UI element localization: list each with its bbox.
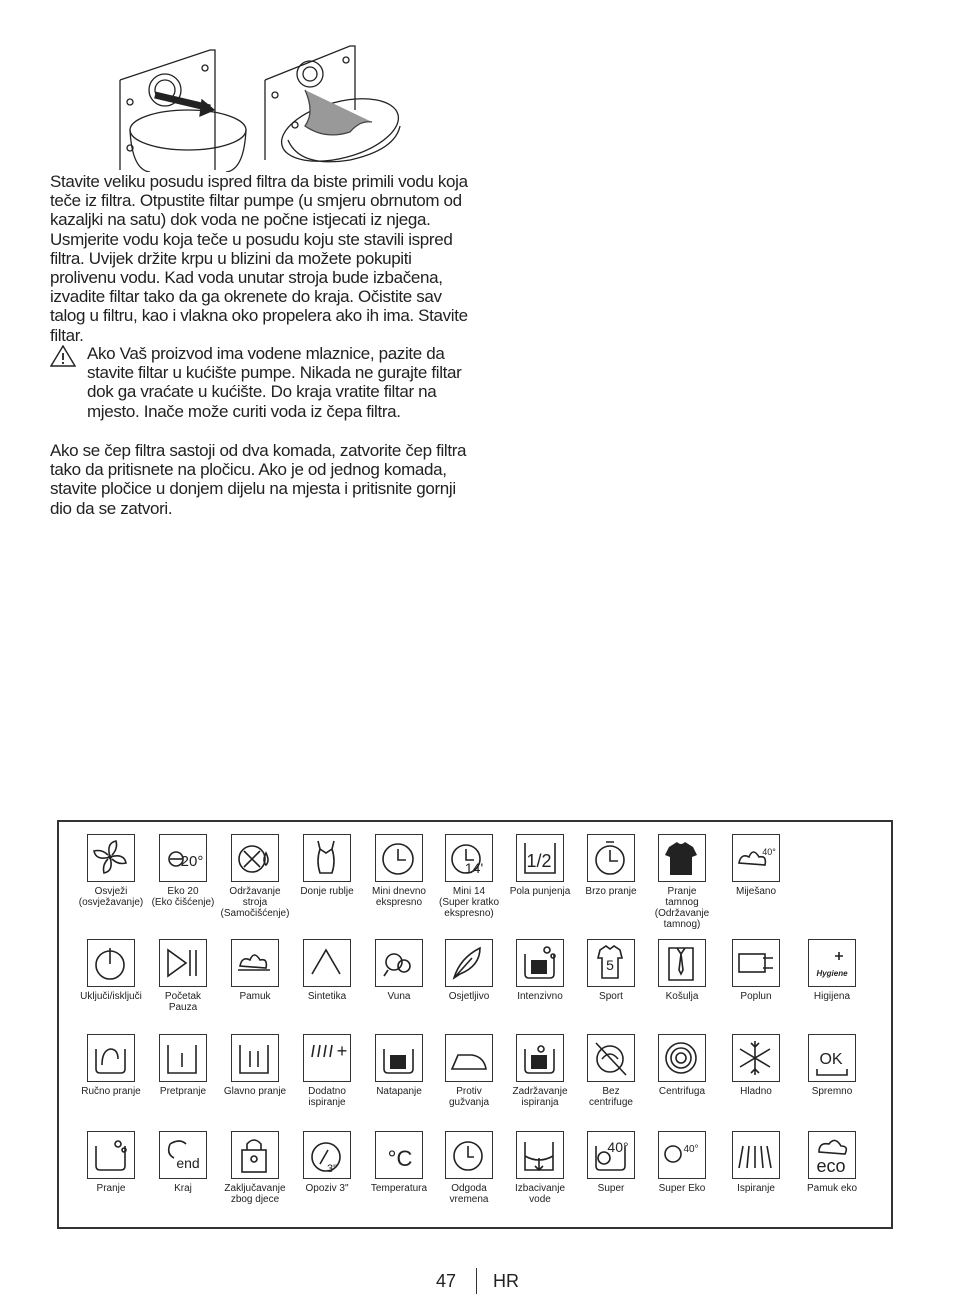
symbol-glyph: 40°	[607, 1139, 629, 1155]
symbol-item	[429, 939, 509, 1002]
page-footer	[0, 1268, 954, 1298]
symbol-item	[143, 939, 223, 1013]
cotton-eco-icon	[808, 1131, 856, 1179]
ok-icon	[808, 1034, 856, 1082]
symbol-label: Vuna	[387, 991, 411, 1002]
hygiene-icon	[808, 939, 856, 987]
rinse-icon	[732, 1131, 780, 1179]
symbol-label: Zadržavanje ispiranja	[512, 1086, 568, 1108]
symbol-label: Poplun	[740, 991, 772, 1002]
symbol-item	[287, 1034, 367, 1108]
language-code: HR	[493, 1271, 519, 1291]
symbol-label: Natapanje	[376, 1086, 422, 1097]
symbol-item	[429, 1131, 509, 1205]
symbol-label: Super Eko	[658, 1183, 706, 1194]
symbol-label: Kraj	[174, 1183, 192, 1194]
fan-icon	[87, 834, 135, 882]
symbol-label: Temperatura	[370, 1183, 428, 1194]
symbol-glyph: 3"	[326, 1163, 338, 1175]
symbol-glyph: 14'	[464, 860, 484, 876]
symbol-item	[359, 1131, 439, 1194]
symbol-item	[143, 1034, 223, 1097]
intensive-icon	[516, 939, 564, 987]
footer-divider	[476, 1268, 477, 1294]
symbol-item	[500, 939, 580, 1002]
mixed-40-icon	[732, 834, 780, 882]
symbol-label: Košulja	[665, 991, 699, 1002]
symbol-label: Opoziv 3"	[305, 1183, 349, 1194]
symbol-label: Ispiranje	[737, 1183, 775, 1194]
padlock-icon	[231, 1131, 279, 1179]
symbol-item	[287, 1131, 367, 1194]
symbol-label: Higijena	[813, 991, 851, 1002]
symbol-label: Sintetika	[307, 991, 347, 1002]
symbol-label: Pola punjenja	[509, 886, 571, 897]
symbol-item	[571, 834, 651, 897]
duvet-icon	[732, 939, 780, 987]
symbol-label: Bez centrifuge	[589, 1086, 633, 1108]
symbol-label: Mini dnevno ekspresno	[372, 886, 426, 908]
symbol-glyph: 20°	[180, 853, 204, 870]
symbol-label: Donje rublje	[300, 886, 354, 897]
play-pause-icon	[159, 939, 207, 987]
symbol-item	[500, 834, 580, 897]
symbol-item	[359, 1034, 439, 1097]
symbol-glyph: °C	[387, 1146, 413, 1171]
symbol-label: Ručno pranje	[81, 1086, 141, 1097]
symbol-label: Pretpranje	[159, 1086, 207, 1097]
end-icon	[159, 1131, 207, 1179]
symbol-label: Spremno	[811, 1086, 853, 1097]
symbol-label: Pamuk	[239, 991, 271, 1002]
power-icon	[87, 939, 135, 987]
symbol-label: Održavanje stroja (Samočišćenje)	[220, 886, 290, 919]
wash-icon	[87, 1131, 135, 1179]
symbol-glyph: 1/2	[526, 851, 552, 871]
symbol-label: Osjetljivo	[448, 991, 490, 1002]
symbol-item	[500, 1034, 580, 1108]
symbol-item	[71, 834, 151, 908]
symbol-label: Protiv gužvanja	[448, 1086, 490, 1108]
symbol-label: Odgoda vremena	[449, 1183, 489, 1205]
clock-icon	[375, 834, 423, 882]
symbol-label: Glavno pranje	[223, 1086, 287, 1097]
symbol-label: Izbacivanje vode	[514, 1183, 566, 1205]
symbol-label: Hladno	[740, 1086, 772, 1097]
drain-icon	[516, 1131, 564, 1179]
symbol-item	[716, 834, 796, 897]
symbol-label: Dodatno ispiranje	[308, 1086, 346, 1108]
rinse-hold-icon	[516, 1034, 564, 1082]
warning-icon	[50, 345, 76, 367]
symbol-label: Brzo pranje	[585, 886, 637, 897]
symbol-item	[571, 939, 651, 1002]
symbol-item	[215, 939, 295, 1002]
symbol-glyph: eco	[816, 1156, 846, 1176]
symbol-glyph: Hygiene	[816, 969, 848, 978]
symbol-item	[287, 834, 367, 897]
symbol-item	[71, 939, 151, 1002]
filter-cap-paragraph: Ako se čep filtra sastoji od dva komada, zatvorite čep filtra tako da pritisnete na pločicu. Ako je od jednog komada, stavite pločice u donjem dijelu na mjesta i pritisnite gornji dio da se zatvori.	[50, 441, 467, 518]
main-wash-icon	[231, 1034, 279, 1082]
tshirt-icon	[658, 834, 706, 882]
symbol-item	[642, 1131, 722, 1194]
symbol-item	[215, 1034, 295, 1097]
symbol-label: Uključi/isključi	[80, 991, 142, 1002]
symbol-item	[359, 939, 439, 1002]
super-40-icon	[587, 1131, 635, 1179]
symbol-item	[71, 1131, 151, 1194]
extra-rinse-icon	[303, 1034, 351, 1082]
shirt-icon	[658, 939, 706, 987]
super-eco-icon	[658, 1131, 706, 1179]
symbol-item	[215, 1131, 295, 1205]
symbol-glyph: OK	[819, 1051, 843, 1068]
symbol-label: Pamuk eko	[806, 1183, 858, 1194]
delay-3-icon	[303, 1131, 351, 1179]
symbol-item	[716, 1131, 796, 1194]
symbol-item	[429, 1034, 509, 1108]
symbol-label: Super	[597, 1183, 625, 1194]
symbol-glyph: 5	[606, 957, 614, 973]
symbol-item	[716, 1034, 796, 1097]
page-number: 47	[436, 1271, 457, 1291]
symbol-label: Osvježi (osvježavanje)	[78, 886, 144, 908]
synthetic-icon	[303, 939, 351, 987]
symbol-item	[792, 1034, 872, 1097]
symbol-label: Sport	[599, 991, 623, 1002]
symbol-item	[642, 1034, 722, 1097]
symbol-label: Miješano	[735, 886, 777, 897]
filter-drain-illustration	[110, 40, 410, 172]
symbol-item	[571, 1131, 651, 1194]
symbol-label: Pranje	[96, 1183, 126, 1194]
no-spin-icon	[587, 1034, 635, 1082]
sport-icon	[587, 939, 635, 987]
symbol-item	[287, 939, 367, 1002]
symbol-item	[143, 1131, 223, 1194]
drum-clean-icon	[231, 834, 279, 882]
iron-icon	[445, 1034, 493, 1082]
symbol-item	[500, 1131, 580, 1205]
wool-icon	[375, 939, 423, 987]
prewash-icon	[159, 1034, 207, 1082]
cotton-icon	[231, 939, 279, 987]
lingerie-icon	[303, 834, 351, 882]
symbol-label: Eko 20 (Eko čišćenje)	[151, 886, 215, 908]
symbol-label: Zaključavanje zbog djece	[224, 1183, 286, 1205]
snowflake-icon	[732, 1034, 780, 1082]
symbol-legend	[57, 820, 893, 1229]
eco-20-icon	[159, 834, 207, 882]
soak-icon	[375, 1034, 423, 1082]
half-load-icon	[516, 834, 564, 882]
symbol-item	[215, 834, 295, 919]
hand-wash-icon	[87, 1034, 135, 1082]
clock-14-icon	[445, 834, 493, 882]
symbol-item	[143, 834, 223, 908]
symbol-item	[792, 939, 872, 1002]
symbol-label: Pranje tamnog (Održavanje tamnog)	[654, 886, 710, 930]
delay-icon	[445, 1131, 493, 1179]
symbol-glyph: 40°	[683, 1144, 699, 1155]
temperature-icon	[375, 1131, 423, 1179]
feather-icon	[445, 939, 493, 987]
spin-icon	[658, 1034, 706, 1082]
symbol-label: Početak Pauza	[164, 991, 202, 1013]
symbol-label: Centrifuga	[658, 1086, 706, 1097]
symbol-glyph: +	[336, 1041, 348, 1061]
symbol-label: Mini 14 (Super kratko ekspresno)	[438, 886, 500, 919]
warning-text: Ako Vaš proizvod ima vodene mlaznice, pazite da stavite filtar u kućište pumpe. Nikada ne gurajte filtar dok ga vraćate u kućište. Do kraja vratite filtar na mjesto. Inače može curiti voda iz čepa filtra.	[87, 344, 462, 421]
symbol-item	[429, 834, 509, 919]
symbol-item	[642, 834, 722, 930]
symbol-glyph: end	[176, 1155, 200, 1171]
symbol-glyph: 40°	[762, 847, 776, 857]
symbol-item	[71, 1034, 151, 1097]
symbol-item	[642, 939, 722, 1002]
symbol-item	[359, 834, 439, 908]
symbol-item	[792, 1131, 872, 1194]
symbol-item	[571, 1034, 651, 1108]
symbol-item	[716, 939, 796, 1002]
warning-note	[50, 344, 470, 421]
instruction-paragraph: Stavite veliku posudu ispred filtra da biste primili vodu koja teče iz filtra. Otpustite filtar pumpe (u smjeru obrnutom od kazaljki na satu) dok voda ne počne istjecati iz njega. Usmjerite vodu koja teče u posudu koju ste stavili ispred filtra. Uvijek držite krpu u blizini da možete pokupiti prolivenu vodu. Kad voda unutar stroja bude izbačena, izvadite filtar tako da ga okrenete do kraja. Očistite sav talog u filtru, kao i vlakna oko propelera ako ih ima. Stavite filtar.	[50, 172, 468, 345]
stopwatch-icon	[587, 834, 635, 882]
symbol-label: Intenzivno	[517, 991, 563, 1002]
